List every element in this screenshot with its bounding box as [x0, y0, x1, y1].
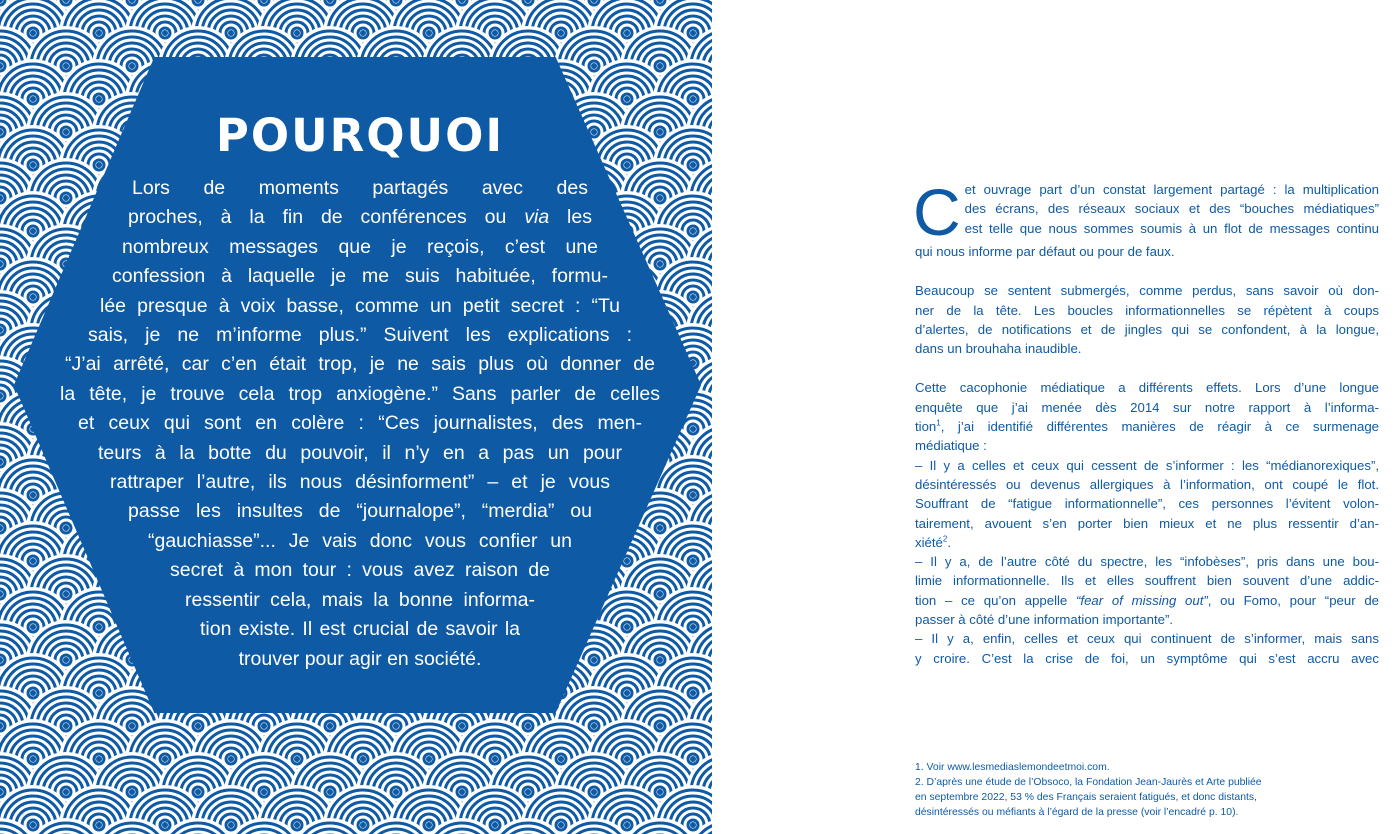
text-line: tion$^1$, j’ai identifié différentes manières de réagir à ce surmenage [915, 418, 1379, 435]
text-line: tairement, avouent s’en porter bien mieux et ne plus ressentir d’an- [915, 515, 1379, 531]
body-line: rattraper l’autre, ils nous désinforment” – et je vous [110, 471, 610, 494]
body-line: teurs à la botte du pouvoir, il n’y en a pas un pour [98, 441, 622, 464]
text-line: – Il y a celles et ceux qui cessent de s’informer : les “médianorexiques”, [915, 457, 1379, 473]
footnotes [915, 760, 1379, 820]
body-line: confession à laquelle je me suis habituée, formu- [112, 265, 608, 288]
text-line: et ouvrage part d’un constat largement partagé : la multiplication [964, 182, 1379, 197]
paragraph-2 [915, 281, 1379, 358]
body-line: trouver pour agir en société. [238, 647, 482, 670]
text-line: médiatique : [915, 438, 987, 454]
text-line: Cette cacophonie médiatique a différents effets. Lors d’une longue [915, 380, 1379, 396]
body-line: passe les insultes de “journalope”, “merdia” ou [128, 500, 592, 523]
text-line: Souffrant de “fatigue informationnelle”, ces personnes l’évitent volon- [915, 496, 1379, 512]
body-line: nombreux messages que je reçois, c’est une [122, 235, 598, 258]
body-line: sais, je ne m’informe plus.” Suivent les explications : [88, 324, 632, 347]
text-line: désintéressés ou devenus allergiques à l’information, ont coupé le flot. [915, 476, 1379, 492]
footnote-ref-1: 1 [936, 418, 941, 428]
text-line: y croire. C’est la crise de foi, un symptôme qui s’est accru avec [915, 650, 1379, 666]
text-line: passer à côté d’une information importante”. [915, 612, 1174, 628]
footnote: en septembre 2022, 53 % des Français seraient fatigués, et donc distants, [915, 792, 1257, 803]
intro-paragraph [913, 175, 1379, 261]
section-body [60, 174, 660, 674]
section-title: POURQUOI [215, 109, 505, 162]
body-line: Lors de moments partagés avec des [132, 177, 588, 199]
text-line: des écrans, des réseaux sociaux et des “bouches médiatiques” [964, 201, 1379, 217]
text-line: Beaucoup se sentent submergés, comme perdus, sans savoir où don- [915, 283, 1379, 299]
hexagon-text-block [60, 108, 660, 674]
footnote: 2. D’après une étude de l’Obsoco, la Fondation Jean-Jaurès et Arte publiée [915, 777, 1262, 788]
text-line: – Il y a, de l’autre côté du spectre, les “infobèses”, pris dans une bou- [915, 554, 1379, 570]
body-line: secret à mon tour : vous avez raison de [170, 559, 550, 582]
text-line: xiété$^2$. [915, 534, 951, 550]
body-line: et ceux qui sont en colère : “Ces journalistes, des men- [78, 412, 642, 435]
text-line: dans un brouhaha inaudible. [915, 341, 1082, 357]
body-line: “J’ai arrêté, car c’en était trop, je ne sais plus où donner de [65, 353, 655, 376]
text-line: tion – ce qu’on appelle “fear of missing out”, ou Fomo, pour “peur de [915, 592, 1380, 608]
body-line: tion existe. Il est crucial de savoir la [200, 618, 520, 641]
text-line: ner de la tête. Les boucles informationnelles se répètent à coups [915, 302, 1379, 318]
footnote: désintéressés ou méfiants à l’égard de la presse (voir l’encadré p. 10). [915, 807, 1239, 818]
body-line: proches, à la fin de conférences ou via les [128, 206, 592, 229]
text-line: limie informationnelle. Ils et elles souffrent bien souvent d’une addic- [915, 573, 1379, 589]
body-line: la tête, je trouve cela trop anxiogène.” Sans parler de celles [60, 382, 660, 405]
paragraph-3 [915, 378, 1379, 667]
right-page [712, 0, 1397, 834]
body-line: ressentir cela, mais la bonne informa- [185, 588, 535, 611]
text-line: d’alertes, de notifications et de jingles qui se confondent, à la longue, [915, 321, 1379, 337]
text-line: – Il y a, enfin, celles et ceux qui continuent de s’informer, mais sans [915, 631, 1379, 647]
footnote: 1. Voir www.lesmediaslemondeetmoi.com. [915, 762, 1110, 773]
text-line: qui nous informe par défaut ou pour de faux. [915, 244, 1175, 259]
footnote-ref-2: 2 [942, 534, 948, 544]
drop-cap: C [913, 175, 961, 249]
body-line: “gauchiasse”... Je vais donc vous confier un [148, 529, 572, 552]
article-text [913, 175, 1380, 668]
text-line: enquête que j’ai menée dès 2014 sur notre rapport à l’informa- [915, 399, 1379, 415]
body-line: lée presque à voix basse, comme un petit secret : “Tu [100, 294, 620, 317]
text-line: est telle que nous sommes soumis à un flot de messages continu [964, 220, 1379, 236]
